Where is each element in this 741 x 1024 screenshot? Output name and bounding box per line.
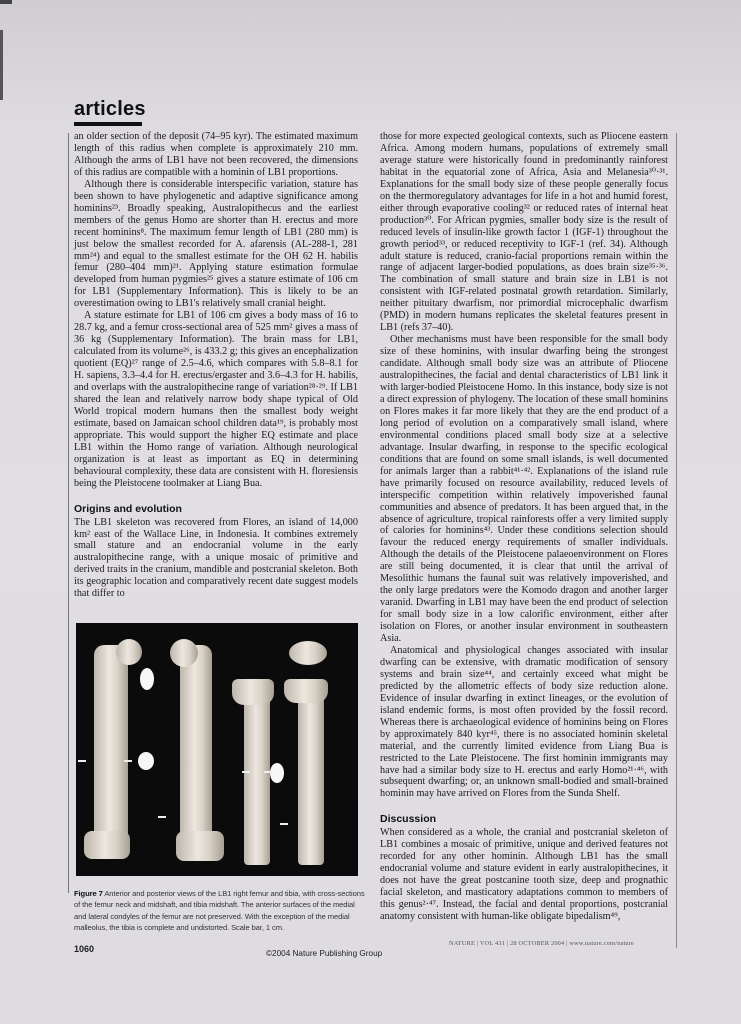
tibia-anterior-plateau (232, 679, 274, 705)
paragraph: Although there is considerable interspecific variation, stature has been shown to have phylogenetic and adaptive significance among hominins²³. Broadly speaking, Australopithecus and the earliest members of the genus Homo are shorter than H. erectus and more recent hominins⁸. The maximum femur length of LB1 (280 mm) is just below the smallest recorded for A. afarensis (AL-288-1, 281 mm²⁴) and equal to the smallest estimate for the OH 62 H. habilis femur (280–404 mm)²¹. Applying stature estimation formulae developed from human pygmies²⁵ gives a stature estimate of 106 cm for LB1 (Supplementary Information). This is likely to be an overestimation owing to LB1's relatively small cranial height. (74, 178, 358, 310)
paragraph: A stature estimate for LB1 of 106 cm gives a body mass of 16 to 28.7 kg, and a femur cross-sectional area of 525 mm² gives a mass of 36 kg (Supplementary Information). The brain mass for LB1, calculated from its volume²⁶, is 433.2 g; this gives an encephalization quotient (EQ)²⁷ range of 2.5–4.6, which compares with 5.8–8.1 for H. sapiens, 3.3–4.4 for H. erectus/ergaster and 3.6–4.3 for H. habilis, and overlaps with the australopithecine range of variation²⁸·²⁹. If LB1 shared the lean and relatively narrow body shape typical of Old World tropical modern humans then the smallest body weight estimate, based on Jamaican school children data¹⁹, is probably most appropriate. This would support the higher EQ estimate and place LB1 within the Homo range of variation. Although neurological organization is at least as important as EQ in determining behavioural complexity, these data are consistent with H. floresiensis being the Pleistocene toolmaker at Liang Bua. (74, 310, 358, 489)
section-heading-discussion: Discussion (380, 813, 437, 826)
paragraph: those for more expected geological contexts, such as Pliocene eastern Africa. Among modern humans, populations of extremely small average stature were historically found in predominantly rainforest habitat in the equatorial zone of Africa, Asia and Melanesia³⁰·³¹. Explanations for the small body size of these people generally focus on the thermoregulatory advantages for life in a hot and humid forest, either through evaporative cooling³² or reduced rates of internal heat production³⁰. For African pygmies, smaller body size is the result of reduced levels of insulin-like growth factor 1 (IGF-1) throughout the growth period³³, or reduced receptivity to IGF-1 (ref. 34). Although adult stature is reduced, cranio-facial proportions remain within the range of adjacent larger-bodied populations, as does brain size³⁵·³⁶. The combination of small stature and brain size in LB1 is not consistent with IGF-related postnatal growth retardation. Similarly, neither pituitary dwarfism, nor primordial microcephalic dwarfism (PMD) in modern humans replicates the skeletal features present in LB1 (refs 37–40). (380, 131, 668, 334)
paragraph: Anatomical and physiological changes associated with insular dwarfing can be extensive, with dramatic modification of sensory systems and brain size⁴⁴, and certainly exceed what might be predicted by the allometric effects of body size reduction alone. Evidence of insular dwarfing in extinct lineages, or the evolution of island endemic forms, is most often provided by the fossil record. Whereas there is archaeological evidence of hominins being on Flores by approximately 840 kyr⁴⁵, there is no associated hominin skeletal material, and the currently limited evidence from Liang Bua is restricted to the Late Pleistocene. The first hominin immigrants may have had a similar body size to H. erectus and early Homo²¹·⁴⁶, with subsequent dwarfing; or, an unknown small-bodied and small-brained hominin may have arrived on Flores from the Sunda Shelf. (380, 644, 668, 800)
section-heading-origins: Origins and evolution (74, 502, 182, 515)
column-rule-left (68, 133, 69, 893)
section-marker (78, 760, 86, 762)
column-rule-right (676, 133, 677, 948)
femur-posterior (180, 645, 212, 857)
section-label: articles (74, 98, 146, 120)
femur-anterior-head (116, 639, 142, 665)
paragraph: When considered as a whole, the cranial and postcranial skeleton of LB1 combines a mosaic of primitive, unique and derived features not recorded for any other hominin. Although LB1 has the small endocranial volume and stature evident in early australopithecines, it does not have the great postcanine tooth size, deep and prognathic facial skeleton, and masticatory adaptations common to members of this genus²·⁴⁷. Instead, the facial and dental proportions, postcranial anatomy consistent with human-like obligate bipedalism⁴⁹, (380, 827, 668, 922)
figure-label: Figure 7 (74, 889, 103, 898)
figure-7-image (76, 623, 358, 876)
femur-midshaft-cross-section (138, 752, 154, 770)
journal-reference: NATURE | VOL 431 | 28 OCTOBER 2004 | www.nature.com/nature (449, 940, 635, 947)
copyright-notice: ©2004 Nature Publishing Group (266, 949, 383, 958)
page-number: 1060 (74, 944, 95, 954)
tibia-anterior (244, 681, 270, 865)
section-rule (74, 122, 142, 126)
femur-neck-cross-section (140, 668, 154, 690)
femur-anterior-condyles (84, 831, 130, 859)
figure-caption-text: Anterior and posterior views of the LB1 right femur and tibia, with cross-sections of the femur neck and midshaft, and tibia midshaft. The anterior surfaces of the medial and lateral condyles of the femur are not preserved. With the exception of the medial malleolus, the tibia is complete and undistorted. Scale bar, 1 cm. (74, 889, 365, 932)
paragraph: The LB1 skeleton was recovered from Flores, an island of 14,000 km² east of the Wallace Line, in Indonesia. It combines extremely small stature and an endocranial volume in the early australopithecine range, with a unique mosaic of primitive and derived traits in the cranium, mandible and postcranial skeleton. Both its geographic location and comparatively recent date suggest models that differ to (74, 516, 358, 600)
scale-bar (280, 823, 288, 825)
scan-edge (0, 30, 3, 100)
section-marker (264, 771, 272, 773)
tibia-posterior-plateau (284, 679, 328, 703)
section-marker (242, 771, 250, 773)
femur-posterior-head (170, 639, 198, 667)
paragraph: an older section of the deposit (74–95 kyr). The estimated maximum length of this radius when complete is approximately 210 mm. Although the arms of LB1 have not been recovered, the dimensions of this radius are compatible with a hominin of LB1 proportions. (74, 131, 358, 178)
scale-bar (158, 816, 166, 818)
figure-caption (74, 888, 366, 933)
section-marker (124, 760, 132, 762)
femur-anterior (94, 645, 128, 855)
scan-corner-mark (0, 0, 12, 4)
left-column (74, 131, 358, 600)
femur-posterior-condyles (176, 831, 224, 861)
tibia-midshaft-cross-section (270, 763, 284, 783)
right-column (380, 131, 668, 923)
paragraph: Other mechanisms must have been responsible for the small body size of these hominins, with insular dwarfing being the strongest candidate. Although small body size was an attribute of Pliocene australopithecines, the facial and dental characteristics of LB1 link it with larger-bodied Pleistocene Homo. In this instance, body size is not a direct expression of phylogeny. The location of these small hominins on Flores makes it far more likely that they are the end product of a long period of evolution on a comparatively small island, where environmental conditions placed small body size at a selective advantage. Insular dwarfing, in response to the specific ecological conditions that are found on some small islands, is well documented for animals larger than a rabbit⁴¹·⁴². Explanations of the island rule have primarily focused on resource availability, reduced levels of interspecific competition within relatively impoverished faunal communities and absence of predators. It has been argued that, in the absence of agriculture, tropical rainforests offer a very limited supply of calories for hominins⁴³. Under these conditions selection should favour the reduced energy requirements of smaller individuals. Although the details of the Pleistocene palaeoenvironment on Flores are still being documented, it is clear that until the arrival of Mesolithic humans the faunal suit was relatively impoverished, and the only large predators were the Komodo dragon and another larger varanid. Dwarfing in LB1 may have been the end product of selection for small body size in a low calorific environment, either after isolation on Flores, or another insular environment in southeastern Asia. (380, 334, 669, 645)
tibia-posterior (298, 681, 324, 865)
tibia-plateau-cross-section (289, 641, 327, 665)
